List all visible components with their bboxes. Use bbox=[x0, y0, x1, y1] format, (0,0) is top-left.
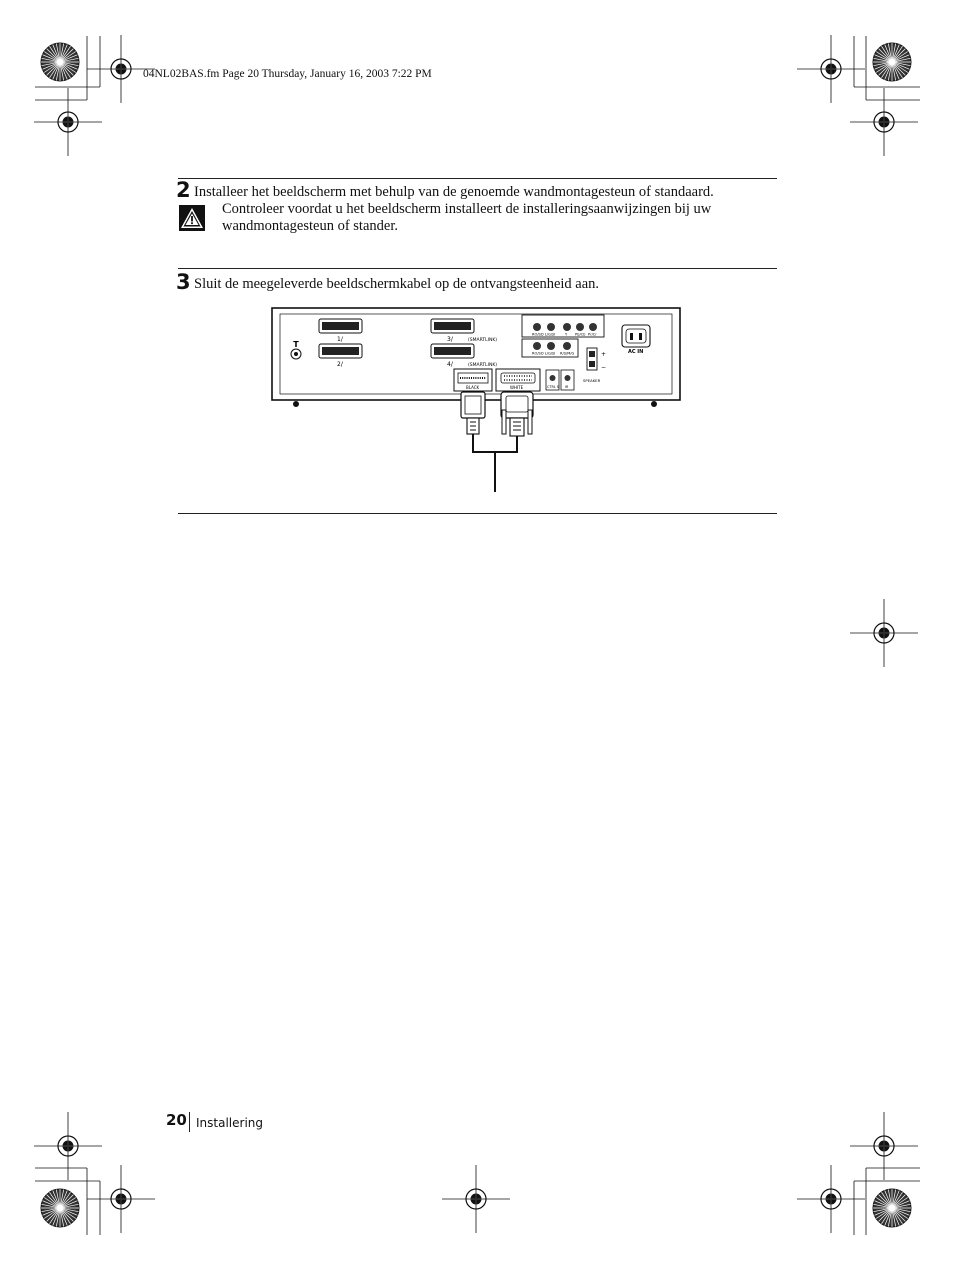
footer-divider bbox=[189, 1112, 190, 1132]
av-jacks-bottom bbox=[533, 342, 571, 350]
scart-3-label: 3/ bbox=[447, 336, 453, 343]
jack-label-top-3: Pb/Cb bbox=[575, 332, 586, 337]
svg-text:T: T bbox=[293, 340, 299, 349]
scart-2-label: 2/ bbox=[337, 361, 343, 368]
page-number: 20 bbox=[166, 1111, 187, 1129]
section-label: Installering bbox=[196, 1116, 263, 1130]
speaker-plus: + bbox=[601, 351, 607, 358]
step-2-line-1: Installeer het beeldscherm met behulp van de genoemde wandmontagesteun of standaard. bbox=[194, 184, 714, 200]
jack-label-bottom-1: RO/SD L/G/SI bbox=[532, 351, 556, 356]
speaker-minus: − bbox=[601, 364, 607, 371]
white-cable-plug bbox=[501, 392, 533, 436]
monitor-cable bbox=[473, 434, 517, 492]
jack-label-top-1: RO/SD L/G/SI bbox=[532, 332, 556, 337]
ac-in-socket bbox=[622, 325, 650, 347]
scart-1-label: 1/ bbox=[337, 336, 343, 343]
scart-2 bbox=[319, 344, 362, 358]
foot-left bbox=[293, 401, 299, 407]
scart-1 bbox=[319, 319, 362, 333]
scart-4-smartlink: (SMARTLINK) bbox=[468, 363, 498, 368]
black-cable-plug bbox=[461, 392, 485, 434]
rule-bottom bbox=[178, 513, 777, 514]
foot-right bbox=[651, 401, 657, 407]
jack-label-top-2: Y bbox=[565, 332, 568, 337]
scart-3-smartlink: (SMARTLINK) bbox=[468, 338, 498, 343]
step-2-line-3: wandmontagesteun of stander. bbox=[222, 218, 398, 234]
step-2-line-2: Controleer voordat u het beeldscherm installeert de installeringsaanwijzingen bij uw bbox=[222, 201, 712, 217]
ac-in-label: AC IN bbox=[628, 349, 644, 355]
warning-triangle-icon bbox=[179, 205, 205, 231]
rule-middle bbox=[178, 268, 777, 269]
ctrl-s-label: CTRL S bbox=[547, 385, 559, 389]
speaker-terminals bbox=[587, 348, 597, 370]
speaker-label: SPEAKER bbox=[583, 378, 601, 383]
connection-diagram bbox=[270, 306, 682, 494]
jack-label-top-4: Pr/Cr bbox=[588, 332, 597, 337]
step-3-number: 3 bbox=[176, 270, 191, 294]
white-connector-label: WHITE bbox=[510, 385, 524, 390]
black-connector-label: BLACK bbox=[466, 385, 480, 390]
step-2-number: 2 bbox=[176, 178, 191, 202]
jack-label-bottom-2: R/S/M/G bbox=[560, 351, 575, 356]
scart-4-label: 4/ bbox=[447, 361, 453, 368]
file-info-header: 04NL02BAS.fm Page 20 Thursday, January 16, 2003 7:22 PM bbox=[143, 68, 432, 80]
scart-3 bbox=[431, 319, 474, 333]
rule-top bbox=[178, 178, 777, 179]
step-3-line-1: Sluit de meegeleverde beeldschermkabel op de ontvangsteenheid aan. bbox=[194, 276, 600, 292]
ir-label: IR bbox=[565, 385, 569, 389]
scart-4 bbox=[431, 344, 474, 358]
